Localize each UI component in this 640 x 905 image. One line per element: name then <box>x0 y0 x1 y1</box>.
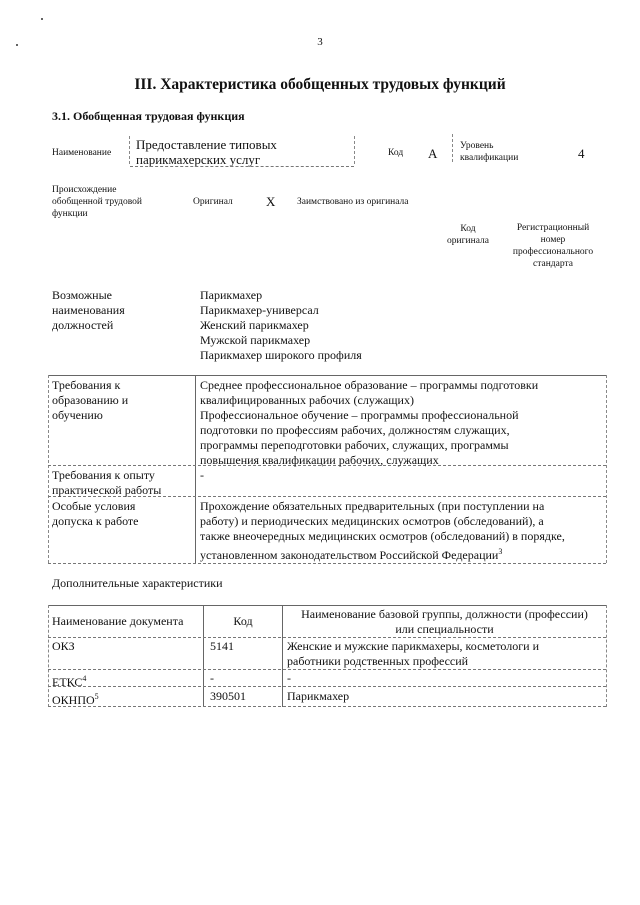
row-name-line1: Женские и мужские парикмахеры, косметологи и <box>287 639 540 653</box>
special-conditions-line: Прохождение обязательных предварительных (при поступлении на <box>200 499 545 513</box>
row-document-text: ЕТКС <box>52 675 83 689</box>
row-code: 5141 <box>210 639 234 653</box>
reg-number-label-line3: профессионального <box>512 247 594 257</box>
row-name-line1: - <box>287 671 291 685</box>
education-text-line: подготовки по профессиям рабочих, должностям служащих, <box>200 423 510 437</box>
origin-label-line1: Происхождение <box>52 185 117 195</box>
original-mark: X <box>266 194 276 209</box>
row-name-line1: Парикмахер <box>287 689 350 703</box>
special-conditions-text: установленном законодательством Российской Федерации <box>200 548 499 562</box>
position-item: Парикмахер широкого профиля <box>200 348 362 362</box>
table-border <box>48 686 606 687</box>
special-conditions-label-line2: допуска к работе <box>52 514 139 528</box>
row-code: - <box>210 671 214 685</box>
scan-speck <box>41 18 43 20</box>
col-header-document: Наименование документа <box>52 614 184 628</box>
education-text-line: Профессиональное обучение – программы профессиональной <box>200 408 519 422</box>
level-label-line1: Уровень <box>460 141 494 151</box>
footnote-mark: 3 <box>498 547 503 556</box>
table-border <box>48 637 606 638</box>
reg-number-label-line2: номер <box>540 235 566 245</box>
experience-label-line2: практической работы <box>52 483 162 497</box>
positions-label-line2: наименования <box>52 303 125 317</box>
row-name-line2: работники родственных профессий <box>287 654 469 668</box>
row-document <box>52 671 86 690</box>
table-border <box>48 605 49 707</box>
page-number: 3 <box>317 36 323 48</box>
reg-number-label-line4: стандарта <box>533 259 573 269</box>
original-code-label-line2: оригинала <box>447 236 489 246</box>
level-label-line2: квалификации <box>460 153 519 163</box>
position-item: Парикмахер-универсал <box>200 303 319 317</box>
education-text-line: повышения квалификации рабочих, служащих <box>200 453 439 467</box>
position-item: Мужской парикмахер <box>200 333 311 347</box>
additional-title: Дополнительные характеристики <box>52 576 223 590</box>
col-header-code: Код <box>233 614 253 628</box>
education-text-line: Среднее профессиональное образование – программы подготовки <box>200 378 539 392</box>
original-label: Оригинал <box>193 197 233 207</box>
table-border <box>48 706 606 707</box>
subsection-title: 3.1. Обобщенная трудовая функция <box>52 109 245 123</box>
divider <box>129 136 130 164</box>
function-name-line2: парикмахерских услуг <box>136 152 261 167</box>
table-border <box>48 563 606 564</box>
divider <box>354 136 355 164</box>
positions-label-line3: должностей <box>52 318 114 332</box>
origin-label-line3: функции <box>52 209 88 219</box>
special-conditions-label-line1: Особые условия <box>52 499 136 513</box>
education-text-line: квалифицированных рабочих (служащих) <box>200 393 414 407</box>
position-item: Парикмахер <box>200 288 263 302</box>
col-header-name-line1: Наименование базовой группы, должности (профессии) <box>301 607 588 621</box>
position-item: Женский парикмахер <box>200 318 309 332</box>
footnote-mark: 5 <box>94 692 99 701</box>
special-conditions-line: работу) и периодических медицинских осмотров (обследований), а <box>200 514 544 528</box>
table-border <box>195 375 196 563</box>
row-document-text: ОКНПО <box>52 693 95 707</box>
function-name-line1: Предоставление типовых <box>136 137 277 152</box>
row-document: ОКЗ <box>52 639 75 653</box>
special-conditions-line <box>200 544 502 563</box>
reg-number-label-line1: Регистрационный <box>516 223 590 233</box>
experience-value: - <box>200 468 204 482</box>
borrowed-label: Заимствовано из оригинала <box>297 197 409 207</box>
footnote-mark: 4 <box>82 674 87 683</box>
level-value: 4 <box>578 146 585 161</box>
origin-label-line2: обобщенной трудовой <box>52 197 142 207</box>
table-border <box>606 605 607 707</box>
row-document <box>52 689 99 708</box>
table-border <box>48 375 49 563</box>
name-label: Наименование <box>52 148 112 158</box>
code-value: А <box>428 146 438 161</box>
experience-label-line1: Требования к опыту <box>52 468 155 482</box>
row-code: 390501 <box>210 689 246 703</box>
divider <box>130 166 354 167</box>
col-header-name-line2: или специальности <box>395 622 494 636</box>
table-border <box>48 669 606 670</box>
table-border <box>48 605 606 606</box>
divider <box>452 134 453 162</box>
table-border <box>606 375 607 563</box>
section-title: III. Характеристика обобщенных трудовых функций <box>134 76 506 93</box>
original-code-label-line1: Код <box>460 224 476 234</box>
education-label-line2: образованию и <box>52 393 129 407</box>
education-text-line: программы переподготовки рабочих, служащих, программы <box>200 438 509 452</box>
education-label-line1: Требования к <box>52 378 121 392</box>
special-conditions-line: также внеочередных медицинских осмотров (обследований) в порядке, <box>200 529 565 543</box>
positions-label-line1: Возможные <box>52 288 112 302</box>
education-label-line3: обучению <box>52 408 103 422</box>
code-label: Код <box>388 148 404 158</box>
table-border <box>48 375 606 376</box>
